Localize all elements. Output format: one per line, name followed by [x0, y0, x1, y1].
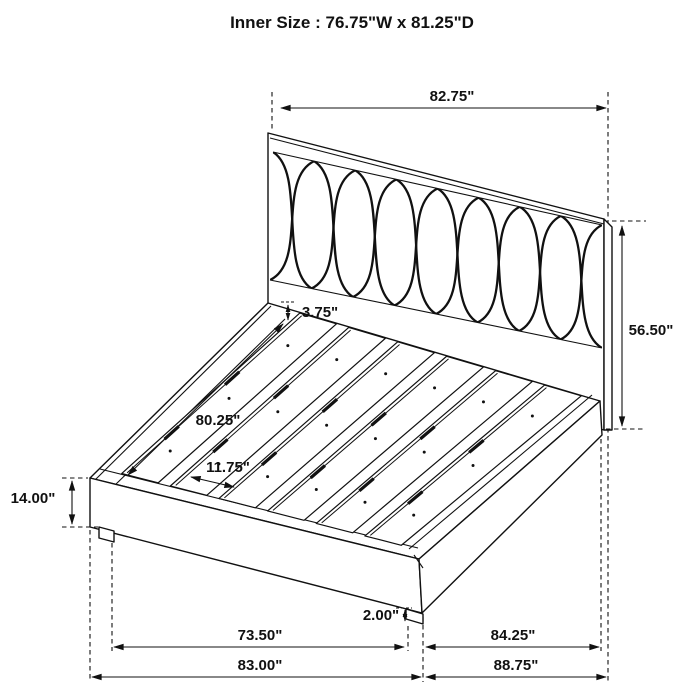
- dim-slat-spacing: 11.75": [206, 459, 250, 476]
- dim-foot-height: 2.00": [362, 607, 400, 624]
- dim-side-rail-span: 84.25": [490, 627, 536, 644]
- dim-base-rail-height: 14.00": [10, 490, 56, 507]
- headboard-side-face: [604, 219, 612, 430]
- dim-leg-to-leg-span: 73.50": [237, 627, 283, 644]
- dim-headboard-width: 82.75": [429, 88, 475, 105]
- diagram-title: Inner Size : 76.75"W x 81.25"D: [230, 13, 474, 32]
- dim-rail-lip-width: 3.75": [301, 304, 339, 321]
- dim-outer-depth: 83.00": [237, 657, 283, 674]
- dim-outer-width: 88.75": [493, 657, 539, 674]
- dim-inner-depth: 80.25": [195, 412, 241, 429]
- dim-headboard-height: 56.50": [628, 322, 674, 339]
